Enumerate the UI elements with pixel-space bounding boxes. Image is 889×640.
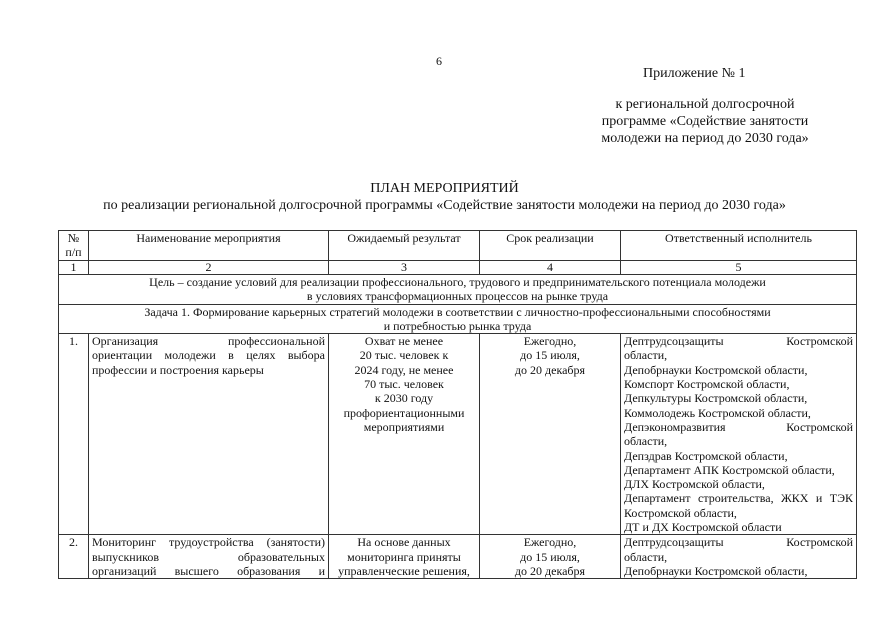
row-deadline-line: Ежегодно, (523, 535, 577, 550)
goal-line: в условиях трансформационных процессов на рынке труда (306, 289, 609, 304)
row-responsible-line: ДЛХ Костромской области, (624, 477, 765, 492)
column-number-row (59, 261, 857, 275)
row-name-line: организаций высшего образования и (92, 563, 325, 578)
header-responsible: Ответственный исполнитель (621, 231, 857, 261)
row-responsible-line: Депздрав Костромской области, (624, 448, 788, 463)
row-deadline-line: до 15 июля, (520, 549, 580, 564)
row-name (89, 334, 329, 535)
row-result-line: На основе данных (357, 535, 451, 550)
header-name: Наименование мероприятия (89, 231, 329, 261)
row-responsible (621, 535, 857, 579)
row-name-line: Мониторинг трудоустройства (занятости) (92, 535, 325, 550)
column-number: 5 (621, 261, 857, 275)
row-responsible-line: Департамент АПК Костромской области, (624, 462, 835, 477)
row-deadline-line: до 20 декабря (514, 362, 586, 377)
table-row (59, 535, 857, 579)
row-name-line: профессии и построения карьеры (92, 362, 264, 377)
column-number: 3 (329, 261, 480, 275)
appendix-description-line: программе «Содействие занятости (601, 114, 809, 129)
row-result-line: к 2030 году (374, 391, 434, 406)
task-line: Задача 1. Формирование карьерных стратегий молодежи в соответствии с личностно-профессиональными способностями (144, 304, 771, 319)
task-text (59, 304, 857, 334)
plan-subtitle: по реализации региональной долгосрочной программы «Содействие занятости молодежи на период до 2030 года» (103, 198, 786, 213)
row-result (329, 535, 480, 579)
appendix-description (560, 96, 850, 147)
appendix-description-line: к региональной долгосрочной (615, 97, 795, 112)
row-deadline (480, 334, 621, 535)
appendix-label: Приложение № 1 (643, 66, 746, 81)
plan-title: ПЛАН МЕРОПРИЯТИЙ (370, 181, 519, 196)
column-number: 2 (89, 261, 329, 275)
header-result: Ожидаемый результат (329, 231, 480, 261)
plan-table (58, 230, 857, 579)
task-row (59, 304, 857, 334)
column-number: 1 (59, 261, 89, 275)
row-number: 1. (59, 334, 89, 535)
row-responsible-line: Департамент строительства, ЖКХ и ТЭК (624, 491, 853, 506)
row-name-line: ориентации молодежи в целях выбора (92, 348, 325, 363)
row-name-line: выпускников образовательных (92, 549, 325, 564)
row-result (329, 334, 480, 535)
column-number: 4 (480, 261, 621, 275)
row-responsible-line: Депэкономразвития Костромской (624, 419, 853, 434)
row-result-line: мероприятиями (363, 419, 445, 434)
row-responsible-line: Комспорт Костромской области, (624, 377, 790, 392)
row-name (89, 535, 329, 579)
row-deadline-line: до 15 июля, (520, 348, 580, 363)
header-deadline: Срок реализации (480, 231, 621, 261)
row-result-line: мониторинга приняты (347, 549, 461, 564)
row-number: 2. (59, 535, 89, 579)
row-responsible-line: Костромской области, (624, 505, 737, 520)
row-deadline-line: Ежегодно, (523, 334, 577, 349)
row-responsible (621, 334, 857, 535)
row-result-line: Охват не менее (364, 334, 444, 349)
table-row (59, 334, 857, 535)
table-header-row (59, 231, 857, 261)
row-name-line: Организация профессиональной (92, 334, 325, 349)
row-responsible-line: Депкультуры Костромской области, (624, 391, 808, 406)
row-responsible-line: области, (624, 434, 668, 449)
header-number: № п/п (59, 231, 89, 261)
row-result-line: 70 тыс. человек (364, 377, 444, 392)
row-result-line: профориентационными (343, 405, 465, 420)
task-line: и потребностью рынка труда (383, 318, 532, 333)
row-responsible-line: области, (624, 549, 668, 564)
appendix-description-line: молодежи на период до 2030 года» (601, 131, 809, 146)
row-result-line: управленческие решения, (338, 563, 470, 578)
row-deadline (480, 535, 621, 579)
row-responsible-line: Дептрудсоцзащиты Костромской (624, 334, 853, 349)
row-responsible-line: Коммолодежь Костромской области, (624, 405, 811, 420)
row-responsible-line: области, (624, 348, 668, 363)
goal-row (59, 275, 857, 305)
row-responsible-line: Дептрудсоцзащиты Костромской (624, 535, 853, 550)
row-responsible-line: Депобрнауки Костромской области, (624, 362, 808, 377)
row-responsible-line: Депобрнауки Костромской области, (624, 563, 808, 578)
page-number: 6 (436, 54, 442, 68)
row-result-line: 2024 году, не менее (354, 362, 454, 377)
row-deadline-line: до 20 декабря (514, 563, 586, 578)
goal-line: Цель – создание условий для реализации профессионального, трудового и предпринимательского потенциала молодежи (149, 275, 766, 289)
row-responsible-line: ДТ и ДХ Костромской области (624, 520, 782, 535)
row-result-line: 20 тыс. человек к (359, 348, 449, 363)
goal-text (59, 275, 857, 305)
